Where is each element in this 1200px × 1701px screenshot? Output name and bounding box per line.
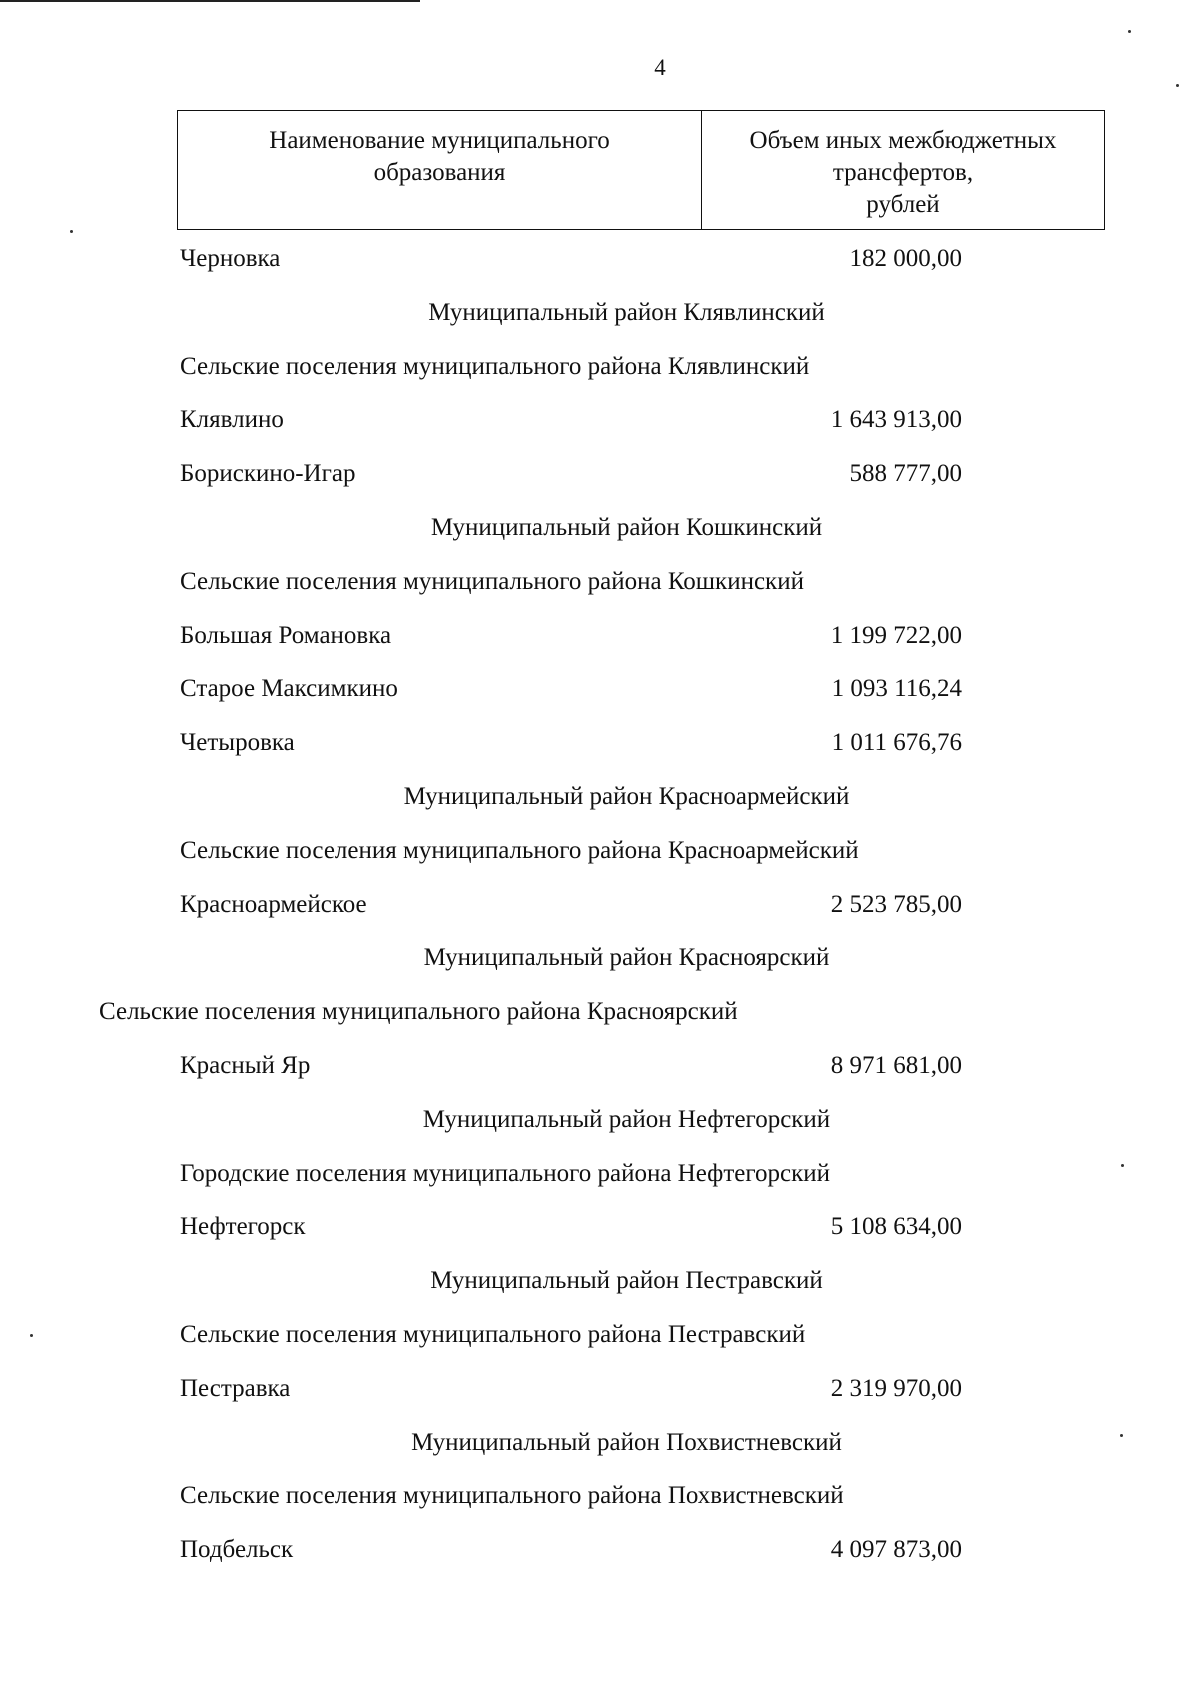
district-heading-row — [0, 295, 1200, 331]
municipality-name: Большая Романовка — [180, 622, 392, 649]
district-heading-row — [0, 510, 1200, 546]
table-row — [0, 725, 1200, 761]
top-edge-rule — [0, 0, 420, 2]
settlement-group-heading: Сельские поселения муниципального района Красноярский — [99, 998, 738, 1025]
district-heading: Муниципальный район Красноармейский — [403, 783, 850, 810]
transfer-amount: 1 093 116,24 — [831, 675, 962, 702]
table-row — [0, 456, 1200, 492]
settlement-group-heading: Сельские поселения муниципального района Красноармейский — [180, 837, 859, 864]
page-number: 4 — [654, 55, 666, 80]
municipality-name: Старое Максимкино — [180, 675, 398, 702]
scan-speck — [1121, 1164, 1124, 1167]
table-row — [0, 241, 1200, 277]
municipality-name: Нефтегорск — [180, 1213, 306, 1240]
district-heading: Муниципальный район Пестравский — [430, 1267, 823, 1294]
transfer-amount: 1 199 722,00 — [830, 622, 962, 649]
transfer-amount: 182 000,00 — [849, 245, 962, 272]
settlement-group-heading: Сельские поселения муниципального района Клявлинский — [180, 353, 810, 380]
transfer-amount: 5 108 634,00 — [830, 1213, 962, 1240]
table-row — [0, 671, 1200, 707]
transfer-amount: 2 523 785,00 — [830, 891, 962, 918]
district-heading: Муниципальный район Похвистневский — [411, 1429, 842, 1456]
district-heading: Муниципальный район Красноярский — [423, 944, 830, 971]
transfer-amount: 588 777,00 — [849, 460, 962, 487]
settlement-group-row — [0, 349, 1200, 385]
settlement-group-row — [0, 564, 1200, 600]
table-row — [0, 887, 1200, 923]
scan-speck — [70, 230, 73, 233]
scan-speck — [1176, 84, 1179, 87]
district-heading-row — [0, 940, 1200, 976]
municipality-name: Красный Яр — [180, 1052, 311, 1079]
settlement-group-heading: Сельские поселения муниципального района Пестравский — [180, 1321, 806, 1348]
district-heading: Муниципальный район Нефтегорский — [422, 1106, 831, 1133]
table-row — [0, 1209, 1200, 1245]
settlement-group-row — [0, 833, 1200, 869]
transfer-amount: 8 971 681,00 — [830, 1052, 962, 1079]
municipality-name: Пестравка — [180, 1375, 291, 1402]
scan-speck — [1128, 30, 1131, 33]
table-row — [0, 402, 1200, 438]
municipality-name: Подбельск — [180, 1536, 294, 1563]
scan-speck — [1120, 1434, 1123, 1437]
municipality-name: Клявлино — [180, 406, 284, 433]
settlement-group-heading: Сельские поселения муниципального района Похвистневский — [180, 1482, 844, 1509]
table-row — [0, 1048, 1200, 1084]
transfer-amount: 1 011 676,76 — [831, 729, 962, 756]
settlement-group-row — [0, 1478, 1200, 1514]
table-row — [0, 618, 1200, 654]
settlement-group-heading: Городские поселения муниципального района Нефтегорский — [180, 1160, 830, 1187]
municipality-name: Черновка — [180, 245, 281, 272]
transfer-amount: 2 319 970,00 — [830, 1375, 962, 1402]
table-row — [0, 1532, 1200, 1568]
transfer-amount: 1 643 913,00 — [830, 406, 962, 433]
district-heading-row — [0, 1263, 1200, 1299]
settlement-group-heading: Сельские поселения муниципального района Кошкинский — [180, 568, 804, 595]
district-heading-row — [0, 779, 1200, 815]
municipality-name: Красноармейское — [180, 891, 367, 918]
settlement-group-row — [0, 1317, 1200, 1353]
settlement-group-row — [0, 1156, 1200, 1192]
district-heading: Муниципальный район Кошкинский — [430, 514, 823, 541]
scan-speck — [30, 1334, 33, 1337]
table-header — [177, 110, 1105, 230]
district-heading-row — [0, 1102, 1200, 1138]
municipality-name: Четыровка — [180, 729, 295, 756]
transfer-amount: 4 097 873,00 — [830, 1536, 962, 1563]
column-header-name: Наименование муниципального образования — [178, 111, 702, 229]
district-heading: Муниципальный район Клявлинский — [428, 299, 825, 326]
column-header-volume: Объем иных межбюджетных трансфертов, рублей — [749, 127, 1057, 218]
municipality-name: Борискино-Игар — [180, 460, 356, 487]
district-heading-row — [0, 1425, 1200, 1461]
settlement-group-row — [0, 994, 1200, 1030]
table-row — [0, 1371, 1200, 1407]
